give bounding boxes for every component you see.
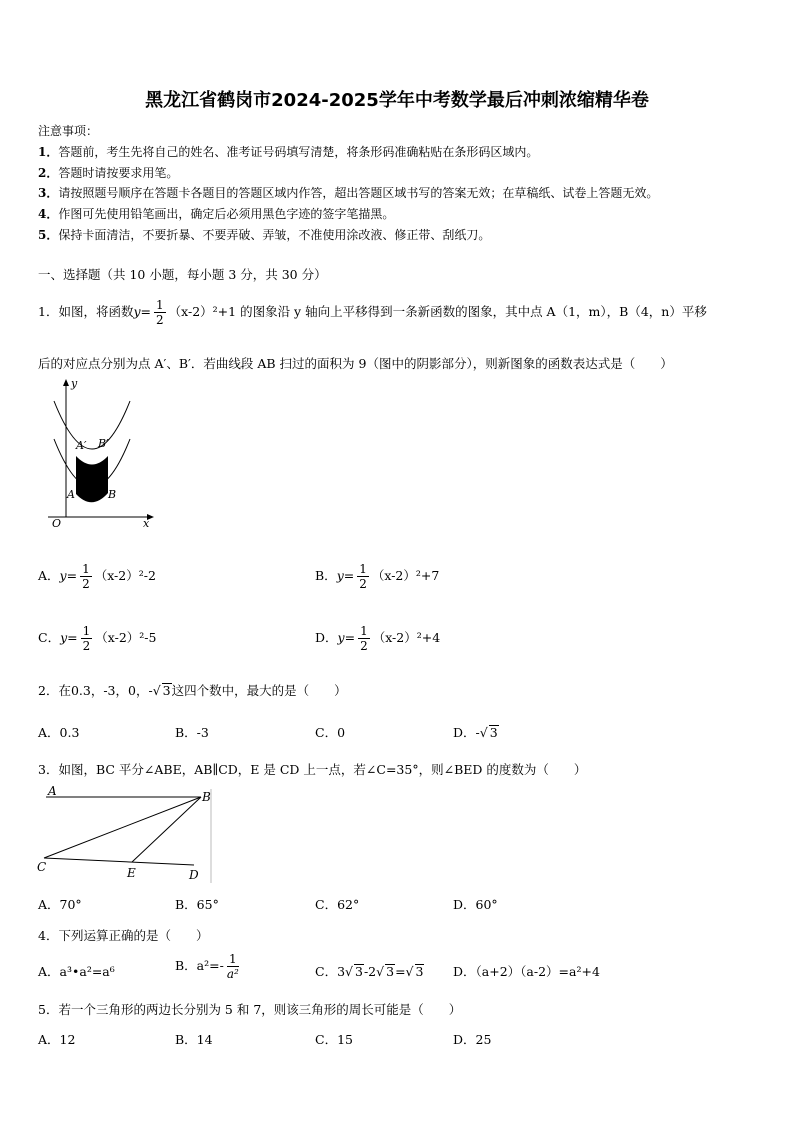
label-d: D bbox=[189, 868, 199, 882]
notice-text: 作图可先使用铅笔画出，确定后必须用黑色字迹的签字笔描黑。 bbox=[58, 207, 395, 221]
label-b: B bbox=[108, 488, 117, 501]
q3-option-b[interactable]: B．65° bbox=[175, 897, 219, 912]
q1-option-d[interactable]: D．y= $\frac{1}{2}$ （x-2）²+4 bbox=[315, 624, 441, 653]
q3-figure bbox=[34, 783, 219, 885]
notice-text: 请按照题号顺序在答题卡各题目的答题区域内作答，超出答题区域书写的答案无效；在草稿纸、试卷上答题无效。 bbox=[58, 186, 659, 200]
q4-option-b[interactable]: B．a²=- $\frac{1}{\text{a²}}$ bbox=[175, 952, 239, 981]
label-a-prime: A′ bbox=[76, 439, 87, 452]
q1-expr: （x-2）²+1 的图象沿 y 轴向上平移得到一条新函数的图象，其中点 A（1，m），B（4，n）平移 bbox=[168, 304, 707, 319]
notice-num: 2． bbox=[38, 166, 59, 180]
notice-item bbox=[38, 226, 490, 243]
q4-option-a[interactable]: A．a³•a²=a⁶ bbox=[38, 964, 115, 979]
q3-option-c[interactable]: C．62° bbox=[315, 897, 360, 912]
line-cb bbox=[44, 797, 201, 858]
label-x: x bbox=[143, 517, 150, 530]
notice-item bbox=[38, 143, 538, 160]
q1-figure bbox=[38, 375, 163, 535]
line-cd bbox=[44, 858, 194, 865]
label-o: O bbox=[52, 517, 62, 530]
question-1-line-1 bbox=[38, 298, 707, 327]
q4-option-c[interactable]: C．3√ 3-2√ 3=√ 3 bbox=[315, 964, 424, 979]
q3-option-d[interactable]: D．60° bbox=[453, 897, 498, 912]
q1-eq: = bbox=[140, 304, 152, 319]
notice-num: 4． bbox=[38, 207, 59, 221]
notice-text: 答题时请按要求用笔。 bbox=[58, 166, 179, 180]
label-e: E bbox=[127, 866, 136, 880]
section-heading: 一、选择题（共 10 小题，每小题 3 分，共 30 分） bbox=[38, 267, 327, 282]
q5-option-d[interactable]: D．25 bbox=[453, 1032, 492, 1047]
notice-text: 保持卡面清洁，不要折暴、不要弄破、弄皱，不准使用涂改液、修正带、刮纸刀。 bbox=[58, 228, 491, 242]
q5-option-a[interactable]: A．12 bbox=[38, 1032, 76, 1047]
question-5: 5．若一个三角形的两边长分别为 5 和 7，则该三角形的周长可能是（ ） bbox=[38, 1002, 462, 1017]
q1-prefix: 1．如图，将函数 bbox=[38, 304, 134, 319]
notice-num: 3． bbox=[38, 186, 59, 200]
q1-fraction: $\frac{1}{2}$ bbox=[156, 298, 164, 327]
q1-option-a[interactable]: A．y= $\frac{1}{2}$ （x-2）²-2 bbox=[38, 562, 156, 591]
q2-option-b[interactable]: B．-3 bbox=[175, 725, 209, 740]
q4-option-d[interactable]: D．（a+2）（a-2）=a²+4 bbox=[453, 964, 600, 979]
notice-item bbox=[38, 164, 178, 181]
question-2: 2．在0.3，-3，0，-√ 3这四个数中，最大的是（ ） bbox=[38, 683, 347, 698]
notice-num: 5． bbox=[38, 228, 59, 242]
question-4: 4．下列运算正确的是（ ） bbox=[38, 928, 209, 943]
label-a: A bbox=[67, 488, 75, 501]
label-b-prime: B′ bbox=[98, 437, 109, 450]
q2-option-d[interactable]: D．-√ 3 bbox=[453, 725, 498, 740]
q5-option-b[interactable]: B．14 bbox=[175, 1032, 213, 1047]
notice-heading: 注意事项： bbox=[38, 124, 99, 138]
q1-option-b[interactable]: B．y= $\frac{1}{2}$ （x-2）²+7 bbox=[315, 562, 440, 591]
q5-option-c[interactable]: C．15 bbox=[315, 1032, 353, 1047]
label-a: A bbox=[48, 784, 57, 798]
q2-option-c[interactable]: C．0 bbox=[315, 725, 346, 740]
notice-num: 1． bbox=[38, 145, 59, 159]
q2-option-a[interactable]: A．0.3 bbox=[38, 725, 80, 740]
q1-y: y bbox=[133, 304, 141, 319]
label-c: C bbox=[37, 860, 47, 874]
line-eb bbox=[132, 797, 201, 862]
page-title: 黑龙江省鹤岗市2024-2025学年中考数学最后冲刺浓缩精华卷 bbox=[145, 90, 649, 111]
notice-item bbox=[38, 205, 394, 222]
question-3: 3．如图，BC 平分∠ABE，AB∥CD，E 是 CD 上一点，若∠C=35°，则∠BED 的度数为（ ） bbox=[38, 762, 587, 777]
y-axis-arrow bbox=[63, 379, 69, 386]
q1-option-c[interactable]: C．y= $\frac{1}{2}$ （x-2）²-5 bbox=[38, 624, 157, 653]
label-b: B bbox=[202, 790, 211, 804]
label-y: y bbox=[71, 377, 78, 390]
new-parabola bbox=[54, 401, 130, 449]
q3-option-a[interactable]: A．70° bbox=[38, 897, 82, 912]
notice-text: 答题前，考生先将自己的姓名、准考证号码填写清楚，将条形码准确粘贴在条形码区域内。 bbox=[58, 145, 539, 159]
question-1-line-2: 后的对应点分别为点 A′、B′．若曲线段 AB 扫过的面积为 9（图中的阴影部分），则新图象的函数表达式是（ ） bbox=[38, 356, 673, 371]
q2-sqrt: 3 bbox=[162, 683, 171, 698]
notice-item bbox=[38, 184, 658, 201]
shaded-region bbox=[76, 456, 108, 502]
